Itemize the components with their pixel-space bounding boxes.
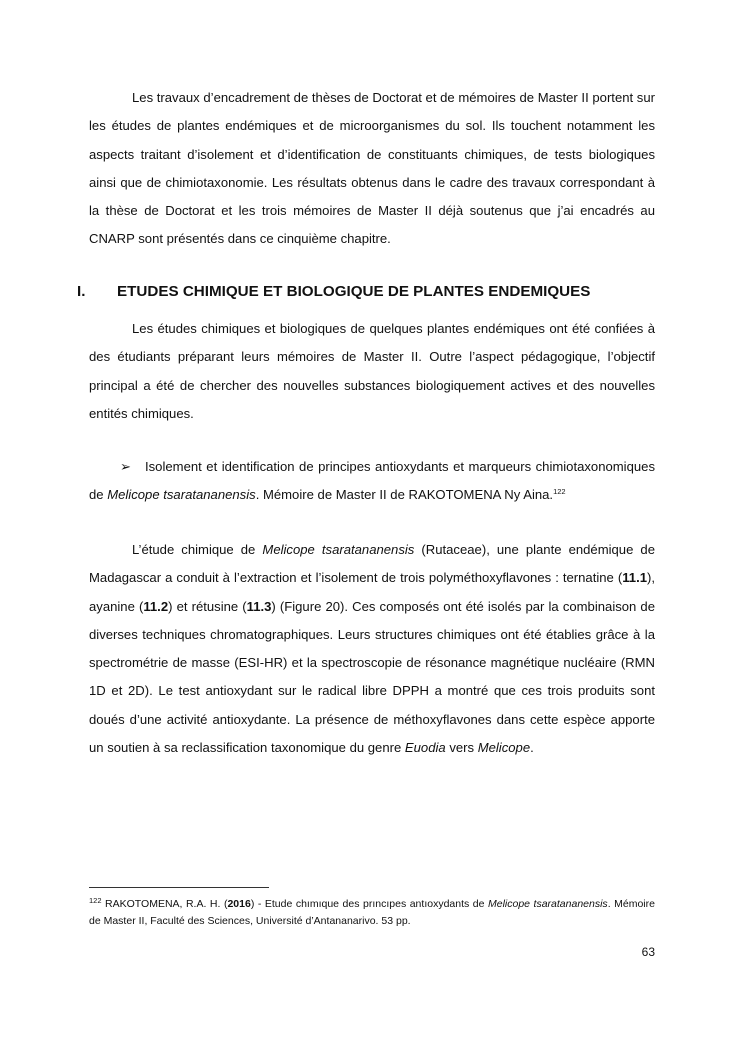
footnote-species: Melicope tsaratananensis	[488, 898, 608, 910]
footnote-text: RAKOTOMENA, R.A. H. (	[101, 898, 228, 910]
section-heading	[77, 281, 677, 303]
body-text: vers	[445, 740, 478, 756]
body-text: L’étude chimique de	[132, 542, 263, 557]
section-title: ETUDES CHIMIQUE ET BIOLOGIQUE DE PLANTES ENDEMIQUES	[117, 283, 591, 300]
compound-ref: 11.1	[622, 570, 647, 586]
body-text: ) et rétusine (	[168, 598, 247, 614]
footnote-rule	[89, 887, 269, 888]
genus-name: Euodia	[404, 740, 446, 756]
footnote-text: . Mémoire de Master II, Faculté des Sciences, Université d’Antananarivo. 53 pp.	[89, 898, 655, 927]
footnote-text: ) - Etude chımıque des prıncıpes antıoxydants de	[250, 898, 488, 910]
bullet-species: Melicope tsaratananensis	[107, 487, 256, 503]
footnote-ref: 122	[553, 487, 566, 497]
footnote-year: 2016	[227, 898, 251, 910]
section-intro-paragraph: Les études chimiques et biologiques de quelques plantes endémiques ont été confiées à des étudiants préparant leurs mémoires de Master II. Outre l’aspect pédagogique, l’objectif principal a été de chercher des nouvelles substances biologiquement actives et des nouvelles entités chimiques.	[89, 321, 655, 421]
body-text: (Rutaceae), une plante endémique de Madagascar a conduit à l’extraction et l’isolement de trois polyméthoxyflavones : ternatine (	[89, 542, 655, 586]
bullet-paragraph	[89, 453, 655, 510]
bullet-text-before: Isolement et identification de principes antioxydants et marqueurs chimiotaxonomiques de	[89, 459, 655, 503]
body-text: ), ayanine (	[89, 570, 655, 614]
arrow-bullet-icon: ➢	[120, 459, 131, 474]
compound-ref: 11.3	[246, 598, 272, 614]
footnote-number: 122	[89, 896, 102, 905]
section-number: I.	[77, 283, 86, 300]
genus-name: Melicope	[477, 740, 531, 756]
body-paragraph	[89, 536, 655, 762]
page-number: 63	[641, 945, 655, 959]
footnote	[89, 896, 655, 929]
body-text: ) (Figure 20). Ces composés ont été isolés par la combinaison de diverses techniques chromatographiques. Leurs structures chimiques ont été établies grâce à la spectrométrie de masse (ESI-HR) et la spectroscopie de résonance magnétique nucléaire (RMN 1D et 2D). Le test antioxydant sur le radical libre DPPH a montré que ces trois produits sont doués d’une activité antioxydante. La présence de méthoxyflavones dans cette espèce apporte un soutien à sa reclassification taxonomique du genre	[89, 598, 656, 756]
body-species: Melicope tsaratananensis	[262, 542, 415, 557]
compound-ref: 11.2	[143, 598, 169, 614]
intro-paragraph: Les travaux d’encadrement de thèses de Doctorat et de mémoires de Master II portent sur les études de plantes endémiques et de microorganismes du sol. Ils touchent notamment les aspects traitant d’isolement et d’identification de constituants chimiques, de tests biologiques ainsi que de chimiotaxonomie. Les résultats obtenus dans le cadre des travaux correspondant à la thèse de Doctorat et les trois mémoires de Master II déjà soutenus que j’ai encadrés au CNARP sont présentés dans ce cinquième chapitre.	[89, 90, 655, 247]
bullet-text-after: . Mémoire de Master II de RAKOTOMENA Ny Aina.	[255, 487, 554, 503]
body-text: .	[530, 740, 534, 756]
